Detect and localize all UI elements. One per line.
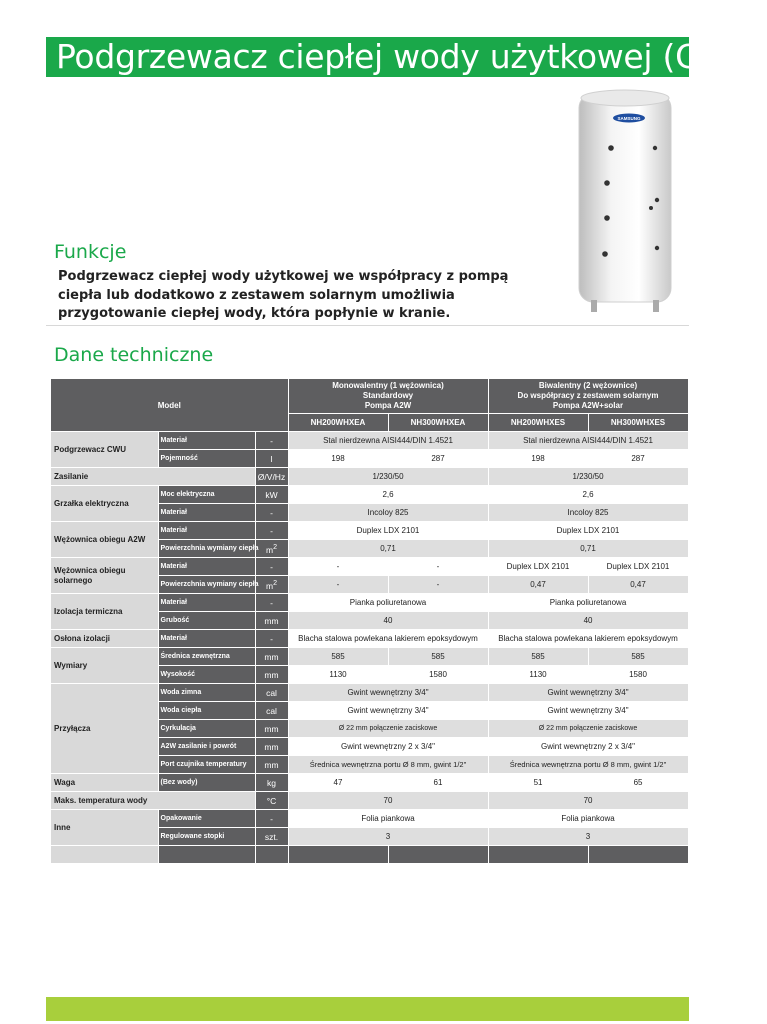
row-category: Wężownica obiegu solarnego bbox=[51, 558, 158, 594]
table-row bbox=[51, 558, 688, 576]
row-unit: - bbox=[255, 432, 288, 450]
row-param: Powierzchnia wymiany ciepła bbox=[158, 576, 255, 594]
cell: 47 bbox=[288, 774, 388, 792]
cell: 585 bbox=[288, 648, 388, 666]
cell: Duplex LDX 2101 bbox=[288, 522, 488, 540]
row-param: Materiał bbox=[158, 522, 255, 540]
model-name: NH200WHXES bbox=[488, 414, 588, 432]
cell: Gwint wewnętrzny 3/4" bbox=[488, 702, 688, 720]
functions-heading: Funkcje bbox=[54, 241, 127, 263]
table-row bbox=[51, 594, 688, 612]
row-category: Izolacja termiczna bbox=[51, 594, 158, 630]
table-header-row bbox=[51, 379, 688, 414]
cell: 40 bbox=[288, 612, 488, 630]
row-param: Regulowane stopki bbox=[158, 828, 255, 846]
row-unit: szt. bbox=[255, 828, 288, 846]
cell: Duplex LDX 2101 bbox=[588, 558, 688, 576]
row-category: Waga bbox=[51, 774, 158, 792]
row-param: Materiał bbox=[158, 630, 255, 648]
cell: Gwint wewnętrzny 2 x 3/4" bbox=[488, 738, 688, 756]
functions-text: Podgrzewacz ciepłej wody użytkowej we współpracy z pompą ciepła lub dodatkowo z zestawem solarnym umożliwia przygotowanie ciepłej wody, która popłynie w kranie. bbox=[58, 269, 509, 321]
spec-table bbox=[51, 379, 689, 864]
cell: Blacha stalowa powlekana lakierem epoksydowym bbox=[488, 630, 688, 648]
row-param: (Bez wody) bbox=[158, 774, 255, 792]
row-unit: mm bbox=[255, 720, 288, 738]
cell: 287 bbox=[388, 450, 488, 468]
cell: Pianka poliuretanowa bbox=[288, 594, 488, 612]
row-unit: mm bbox=[255, 648, 288, 666]
cell: 287 bbox=[588, 450, 688, 468]
row-unit: $m^2$ bbox=[255, 576, 288, 594]
row-param: Wysokość bbox=[158, 666, 255, 684]
cell: 61 bbox=[388, 774, 488, 792]
water-heater-image bbox=[577, 88, 673, 318]
row-category: Podgrzewacz CWU bbox=[51, 432, 158, 468]
cell: Duplex LDX 2101 bbox=[488, 522, 688, 540]
page-title: Podgrzewacz ciepłej wody użytkowej (CWU) bbox=[46, 37, 689, 77]
row-unit: - bbox=[255, 810, 288, 828]
cell: 1580 bbox=[388, 666, 488, 684]
cell: Ø 22 mm połączenie zaciskowe bbox=[488, 720, 688, 738]
row-unit: - bbox=[255, 558, 288, 576]
row-unit: mm bbox=[255, 612, 288, 630]
row-param: Cyrkulacja bbox=[158, 720, 255, 738]
cell: 65 bbox=[588, 774, 688, 792]
row-unit: Ø/V/Hz bbox=[255, 468, 288, 486]
row-param: Woda ciepła bbox=[158, 702, 255, 720]
row-category: Maks. temperatura wody bbox=[51, 792, 255, 810]
cell: 198 bbox=[288, 450, 388, 468]
table-row bbox=[51, 810, 688, 828]
row-param: Materiał bbox=[158, 504, 255, 522]
cell: 1/230/50 bbox=[488, 468, 688, 486]
row-unit: mm bbox=[255, 756, 288, 774]
cell: 585 bbox=[488, 648, 588, 666]
row-unit: - bbox=[255, 630, 288, 648]
cell: Stal nierdzewna AISI444/DIN 1.4521 bbox=[288, 432, 488, 450]
table-row bbox=[51, 468, 688, 486]
row-unit: mm bbox=[255, 738, 288, 756]
cell: Gwint wewnętrzny 2 x 3/4" bbox=[288, 738, 488, 756]
cell: - bbox=[388, 558, 488, 576]
cell: 51 bbox=[488, 774, 588, 792]
row-category: Osłona izolacji bbox=[51, 630, 158, 648]
table-row bbox=[51, 630, 688, 648]
cell: Duplex LDX 2101 bbox=[488, 558, 588, 576]
cell: - bbox=[388, 576, 488, 594]
cell: Gwint wewnętrzny 3/4" bbox=[288, 684, 488, 702]
row-category: Wymiary bbox=[51, 648, 158, 684]
cell: 40 bbox=[488, 612, 688, 630]
table-row bbox=[51, 774, 688, 792]
cell: Ø 22 mm połączenie zaciskowe bbox=[288, 720, 488, 738]
row-unit: cal bbox=[255, 702, 288, 720]
cell: 70 bbox=[288, 792, 488, 810]
cell: Gwint wewnętrzny 3/4" bbox=[288, 702, 488, 720]
cell: 2,6 bbox=[288, 486, 488, 504]
cell: 585 bbox=[388, 648, 488, 666]
cell: 0,47 bbox=[588, 576, 688, 594]
row-param: Grubość bbox=[158, 612, 255, 630]
cell: - bbox=[288, 576, 388, 594]
row-param: Woda zimna bbox=[158, 684, 255, 702]
cell: 0,71 bbox=[288, 540, 488, 558]
row-param: Materiał bbox=[158, 558, 255, 576]
cell: 585 bbox=[588, 648, 688, 666]
cell: Incoloy 825 bbox=[288, 504, 488, 522]
row-category: Grzałka elektryczna bbox=[51, 486, 158, 522]
cell: Folia piankowa bbox=[488, 810, 688, 828]
row-param: Moc elektryczna bbox=[158, 486, 255, 504]
cell: 0,47 bbox=[488, 576, 588, 594]
cell: 0,71 bbox=[488, 540, 688, 558]
cell: Incoloy 825 bbox=[488, 504, 688, 522]
row-param: Materiał bbox=[158, 432, 255, 450]
cell: 1130 bbox=[288, 666, 388, 684]
row-unit: - bbox=[255, 504, 288, 522]
row-category: Inne bbox=[51, 810, 158, 846]
row-unit: l bbox=[255, 450, 288, 468]
row-param: Pojemność bbox=[158, 450, 255, 468]
row-category: Wężownica obiegu A2W bbox=[51, 522, 158, 558]
brand-logo: SAMSUNG bbox=[617, 116, 641, 121]
divider bbox=[46, 325, 689, 326]
cell: - bbox=[288, 558, 388, 576]
cell: 1130 bbox=[488, 666, 588, 684]
row-unit: $m^2$ bbox=[255, 540, 288, 558]
group-mono: Monowalentny (1 wężownica) Standardowy Pompa A2W bbox=[288, 379, 488, 414]
table-row bbox=[51, 648, 688, 666]
row-unit: - bbox=[255, 594, 288, 612]
row-param: Port czujnika temperatury bbox=[158, 756, 255, 774]
table-row bbox=[51, 522, 688, 540]
cell: 2,6 bbox=[488, 486, 688, 504]
cell: 198 bbox=[488, 450, 588, 468]
row-unit: kW bbox=[255, 486, 288, 504]
cell: Blacha stalowa powlekana lakierem epoksydowym bbox=[288, 630, 488, 648]
cell: Stal nierdzewna AISI444/DIN 1.4521 bbox=[488, 432, 688, 450]
model-name: NH300WHXEA bbox=[388, 414, 488, 432]
row-unit: - bbox=[255, 522, 288, 540]
table-footer-row bbox=[51, 846, 688, 864]
table-row bbox=[51, 684, 688, 702]
table-row bbox=[51, 792, 688, 810]
model-label: Model bbox=[51, 379, 288, 432]
row-unit: cal bbox=[255, 684, 288, 702]
cell: 1/230/50 bbox=[288, 468, 488, 486]
table-row bbox=[51, 432, 688, 450]
row-unit: kg bbox=[255, 774, 288, 792]
cell: 1580 bbox=[588, 666, 688, 684]
cell: 3 bbox=[488, 828, 688, 846]
row-param: Opakowanie bbox=[158, 810, 255, 828]
row-param: Średnica zewnętrzna bbox=[158, 648, 255, 666]
row-category: Zasilanie bbox=[51, 468, 255, 486]
row-unit: mm bbox=[255, 666, 288, 684]
tech-heading: Dane techniczne bbox=[54, 344, 214, 366]
cell: Średnica wewnętrzna portu Ø 8 mm, gwint 1/2" bbox=[288, 756, 488, 774]
footer-bar bbox=[46, 997, 689, 1021]
row-param: Powierzchnia wymiany ciepła bbox=[158, 540, 255, 558]
row-param: Materiał bbox=[158, 594, 255, 612]
model-name: NH200WHXEA bbox=[288, 414, 388, 432]
cell: 70 bbox=[488, 792, 688, 810]
row-param: A2W zasilanie i powrót bbox=[158, 738, 255, 756]
cell: Folia piankowa bbox=[288, 810, 488, 828]
cell: Średnica wewnętrzna portu Ø 8 mm, gwint 1/2" bbox=[488, 756, 688, 774]
row-category: Przyłącza bbox=[51, 684, 158, 774]
group-bi: Biwalentny (2 wężownice) Do współpracy z zestawem solarnym Pompa A2W+solar bbox=[488, 379, 688, 414]
table-row bbox=[51, 486, 688, 504]
row-unit: °C bbox=[255, 792, 288, 810]
cell: Gwint wewnętrzny 3/4" bbox=[488, 684, 688, 702]
model-name: NH300WHXES bbox=[588, 414, 688, 432]
cell: 3 bbox=[288, 828, 488, 846]
cell: Pianka poliuretanowa bbox=[488, 594, 688, 612]
